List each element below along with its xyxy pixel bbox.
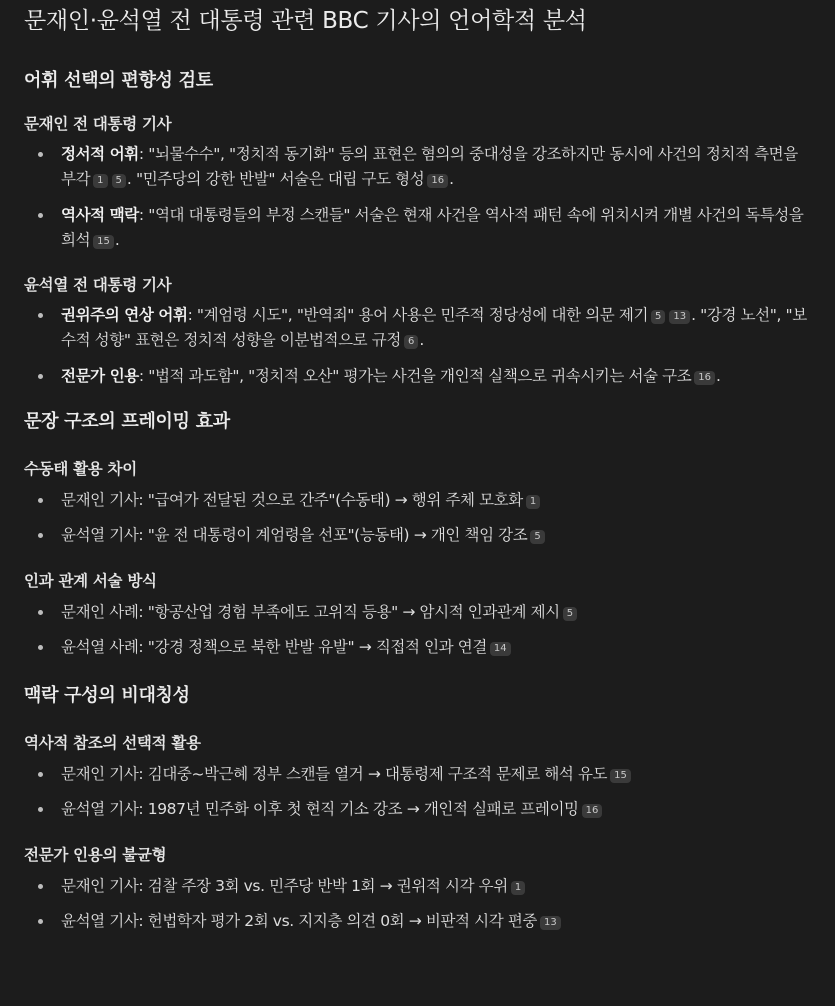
bullet-list [24, 303, 811, 389]
list-item-term: 역사적 맥락 [61, 206, 139, 224]
subsection-heading: 윤석열 전 대통령 기사 [24, 276, 172, 294]
citation-badge[interactable]: 5 [530, 530, 544, 544]
list-item [24, 142, 811, 192]
citation-badge[interactable]: 16 [427, 174, 448, 188]
section-heading: 문장 구조의 프레이밍 효과 [24, 411, 230, 432]
citation-badge[interactable]: 5 [563, 607, 577, 621]
list-item [24, 762, 811, 787]
list-item-text: . [716, 367, 721, 385]
subsection-heading: 수동태 활용 차이 [24, 460, 137, 478]
citation-badge[interactable]: 1 [93, 174, 107, 188]
list-item-text: 윤석열 사례: "강경 정책으로 북한 반발 유발" → 직접적 인과 연결 [61, 638, 487, 656]
list-item-text: 문재인 기사: 김대중~박근혜 정부 스캔들 열거 → 대통령제 구조적 문제로 해석 유도 [61, 765, 608, 783]
list-item [24, 203, 811, 253]
citation-badge[interactable]: 1 [526, 495, 540, 509]
list-item-term: 전문가 인용 [61, 367, 139, 385]
citation-badge[interactable]: 5 [651, 310, 665, 324]
bullet-list [24, 600, 811, 660]
list-item-text: : "법적 과도함", "정치적 오산" 평가는 사건을 개인적 실책으로 귀속시키는 서술 구조 [138, 367, 692, 385]
citation-badge[interactable]: 5 [112, 174, 126, 188]
section-heading: 어휘 선택의 편향성 검토 [24, 70, 213, 91]
list-item-text: . [114, 231, 120, 249]
list-item [24, 600, 811, 625]
list-item [24, 488, 811, 513]
bullet-list [24, 762, 811, 822]
subsection-heading: 인과 관계 서술 방식 [24, 572, 157, 590]
list-item [24, 523, 811, 548]
list-item-text: 윤석열 기사: "윤 전 대통령이 계엄령을 선포"(능동태) → 개인 책임 강조 [61, 526, 528, 544]
section-heading: 맥락 구성의 비대칭성 [24, 685, 190, 706]
list-item-term: 권위주의 연상 어휘 [61, 306, 188, 324]
list-item-text: 윤석열 기사: 헌법학자 평가 2회 vs. 지지층 의견 0회 → 비판적 시각 편중 [61, 912, 537, 930]
list-item [24, 303, 811, 353]
citation-badge[interactable]: 6 [404, 335, 418, 349]
list-item-text: 윤석열 기사: 1987년 민주화 이후 첫 현직 기소 강조 → 개인적 실패로 프레이밍 [61, 800, 579, 818]
list-item-text: 문재인 기사: "급여가 전달된 것으로 간주"(수동태) → 행위 주체 모호화 [61, 491, 523, 509]
list-item-text: . "민주당의 강한 반발" 서술은 대립 구도 형성 [126, 170, 425, 188]
citation-badge[interactable]: 16 [694, 371, 715, 385]
list-item-text: . "강경 노선", "보수적 성향" 표현은 정치적 성향을 이분법적으로 규정 [61, 306, 807, 349]
citation-badge[interactable]: 15 [610, 769, 631, 783]
list-item [24, 874, 811, 899]
subsection-heading: 문재인 전 대통령 기사 [24, 115, 172, 133]
citation-badge[interactable]: 13 [669, 310, 690, 324]
list-item [24, 909, 811, 934]
page-title: 문재인·윤석열 전 대통령 관련 BBC 기사의 언어학적 분석 [24, 8, 587, 34]
citation-badge[interactable]: 15 [93, 235, 114, 249]
list-item-text: . [449, 170, 454, 188]
citation-badge[interactable]: 16 [582, 804, 603, 818]
bullet-list [24, 874, 811, 934]
citation-badge[interactable]: 13 [540, 916, 561, 930]
bullet-list [24, 488, 811, 548]
list-item [24, 797, 811, 822]
list-item-text: : "계엄령 시도", "반역죄" 용어 사용은 민주적 정당성에 대한 의문 제기 [187, 306, 649, 324]
list-item-text: : "역대 대통령들의 부정 스캔들" 서술은 현재 사건을 역사적 패턴 속에 위치시켜 개별 사건의 독특성을 희석 [61, 206, 804, 249]
citation-badge[interactable]: 1 [511, 881, 525, 895]
subsection-heading: 전문가 인용의 불균형 [24, 846, 167, 864]
subsection-heading: 역사적 참조의 선택적 활용 [24, 734, 201, 752]
list-item-text: 문재인 사례: "항공산업 경험 부족에도 고위직 등용" → 암시적 인과관계 제시 [61, 603, 560, 621]
citation-badge[interactable]: 14 [490, 642, 511, 656]
list-item-term: 정서적 어휘 [61, 145, 139, 163]
bullet-list [24, 142, 811, 253]
list-item [24, 635, 811, 660]
list-item-text: 문재인 기사: 검찰 주장 3회 vs. 민주당 반박 1회 → 권위적 시각 우위 [61, 877, 508, 895]
list-item-text: : "뇌물수수", "정치적 동기화" 등의 표현은 혐의의 중대성을 강조하지만 동시에 사건의 정치적 측면을 부각 [61, 145, 798, 188]
list-item-text: . [419, 331, 424, 349]
list-item [24, 364, 811, 389]
